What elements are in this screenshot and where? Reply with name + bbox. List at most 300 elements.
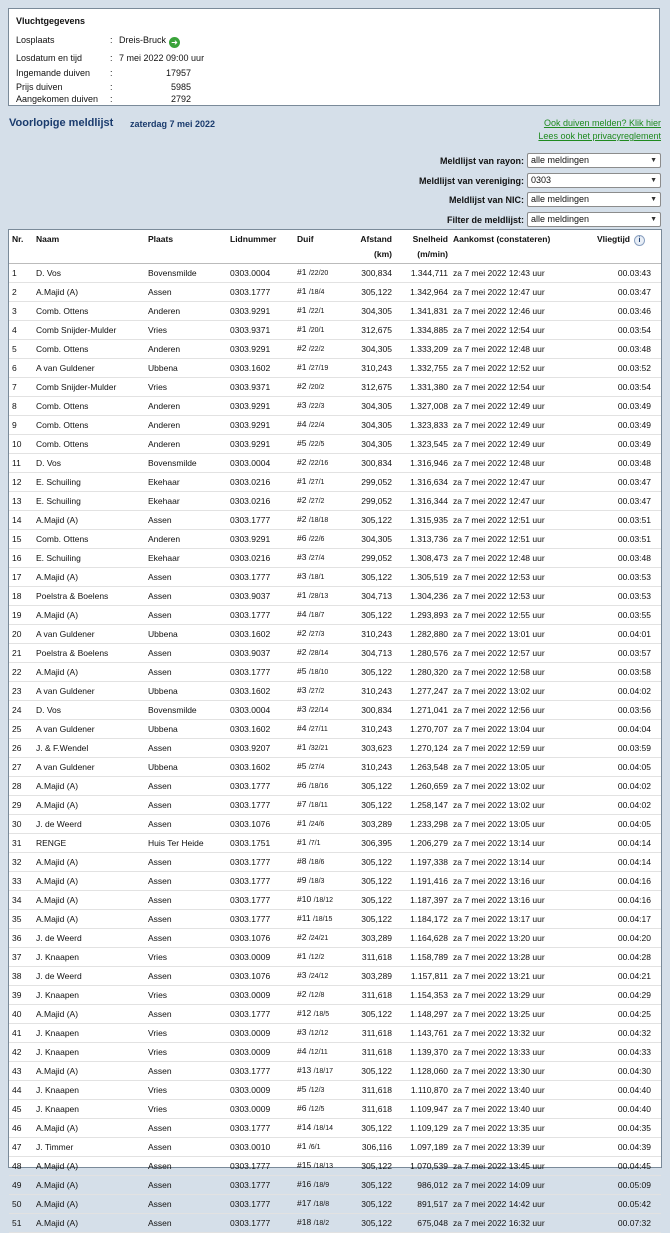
cell-aankomst: za 7 mei 2022 12:48 uur	[450, 454, 584, 473]
cell-afstand: 305,122	[351, 1119, 394, 1138]
cell-duif	[294, 815, 351, 834]
filter-meldlijst	[447, 212, 661, 227]
cell-aankomst: za 7 mei 2022 13:39 uur	[450, 1138, 584, 1157]
duif-series: /18/11	[308, 802, 328, 809]
cell-vliegtijd: 00.04:30	[584, 1062, 661, 1081]
cell-snelheid: 1.110,870	[394, 1081, 450, 1100]
cell-lidnummer: 0303.1602	[227, 682, 294, 701]
table-row	[9, 872, 661, 891]
cell-snelheid: 1.313,736	[394, 530, 450, 549]
cell-plaats: Ekehaar	[145, 549, 227, 568]
cell-plaats: Vries	[145, 321, 227, 340]
meldlijst-filter-select[interactable]	[527, 212, 661, 227]
cell-vliegtijd: 00.03:48	[584, 340, 661, 359]
col-snelheid	[394, 230, 450, 264]
cell-snelheid: 1.260,659	[394, 777, 450, 796]
cell-naam: A.Majid (A)	[33, 568, 145, 587]
filter-label: Meldlijst van rayon:	[439, 155, 524, 166]
duif-series: /12/2	[308, 954, 325, 961]
cell-afstand: 311,618	[351, 1024, 394, 1043]
duif-series: /6/1	[308, 1144, 321, 1151]
cell-nr: 6	[9, 359, 33, 378]
rayon-select[interactable]	[527, 153, 661, 168]
table-row	[9, 321, 661, 340]
table-row	[9, 1024, 661, 1043]
table-row	[9, 1195, 661, 1214]
cell-aankomst: za 7 mei 2022 12:58 uur	[450, 663, 584, 682]
cell-aankomst: za 7 mei 2022 12:47 uur	[450, 283, 584, 302]
cell-snelheid: 1.271,041	[394, 701, 450, 720]
duif-series: /22/2	[308, 346, 325, 353]
info-colon: :	[110, 35, 113, 45]
info-icon[interactable]: i	[634, 235, 645, 246]
duif-series: /18/18	[308, 517, 329, 524]
table-row	[9, 1138, 661, 1157]
select-value: 0303	[531, 175, 552, 185]
cell-snelheid: 1.270,124	[394, 739, 450, 758]
cell-aankomst: za 7 mei 2022 13:17 uur	[450, 910, 584, 929]
cell-vliegtijd: 00.04:21	[584, 967, 661, 986]
cell-aankomst: za 7 mei 2022 12:47 uur	[450, 492, 584, 511]
duif-number: #2	[297, 495, 307, 505]
cell-vliegtijd: 00.03:57	[584, 644, 661, 663]
cell-snelheid: 1.331,380	[394, 378, 450, 397]
cell-duif	[294, 321, 351, 340]
duif-series: /18/10	[308, 669, 329, 676]
cell-snelheid: 1.316,344	[394, 492, 450, 511]
cell-afstand: 300,834	[351, 454, 394, 473]
cell-snelheid: 1.344,711	[394, 264, 450, 283]
duif-number: #2	[297, 381, 307, 391]
table-row	[9, 701, 661, 720]
cell-duif	[294, 359, 351, 378]
cell-aankomst: za 7 mei 2022 13:14 uur	[450, 834, 584, 853]
cell-afstand: 305,122	[351, 606, 394, 625]
cell-aankomst: za 7 mei 2022 12:49 uur	[450, 397, 584, 416]
cell-plaats: Huis Ter Heide	[145, 834, 227, 853]
cell-aankomst: za 7 mei 2022 12:55 uur	[450, 606, 584, 625]
cell-vliegtijd: 00.03:54	[584, 378, 661, 397]
duif-series: /18/17	[313, 1068, 334, 1075]
cell-plaats: Assen	[145, 568, 227, 587]
cell-vliegtijd: 00.03:49	[584, 435, 661, 454]
cell-lidnummer: 0303.9371	[227, 378, 294, 397]
cell-nr: 44	[9, 1081, 33, 1100]
info-label: Prijs duiven	[16, 82, 63, 92]
cell-vliegtijd: 00.03:47	[584, 492, 661, 511]
cell-vliegtijd: 00.04:16	[584, 891, 661, 910]
afstand-unit: (km)	[374, 249, 392, 259]
table-row	[9, 967, 661, 986]
duif-number: #12	[297, 1008, 312, 1018]
cell-nr: 12	[9, 473, 33, 492]
cell-snelheid: 1.323,545	[394, 435, 450, 454]
cell-nr: 15	[9, 530, 33, 549]
cell-snelheid: 1.197,338	[394, 853, 450, 872]
cell-naam: E. Schuiling	[33, 473, 145, 492]
cell-naam: A.Majid (A)	[33, 1214, 145, 1233]
cell-snelheid: 891,517	[394, 1195, 450, 1214]
table-row	[9, 283, 661, 302]
cell-naam: A.Majid (A)	[33, 891, 145, 910]
cell-plaats: Vries	[145, 378, 227, 397]
cell-duif	[294, 701, 351, 720]
cell-afstand: 304,305	[351, 435, 394, 454]
cell-duif	[294, 872, 351, 891]
cell-snelheid: 1.109,947	[394, 1100, 450, 1119]
cell-aankomst: za 7 mei 2022 13:35 uur	[450, 1119, 584, 1138]
cell-plaats: Bovensmilde	[145, 454, 227, 473]
col-plaats: Plaats	[145, 230, 227, 264]
cell-snelheid: 1.293,893	[394, 606, 450, 625]
cell-naam: A.Majid (A)	[33, 283, 145, 302]
cell-aankomst: za 7 mei 2022 13:29 uur	[450, 986, 584, 1005]
cell-duif	[294, 549, 351, 568]
cell-vliegtijd: 00.04:32	[584, 1024, 661, 1043]
cell-lidnummer: 0303.1777	[227, 511, 294, 530]
cell-plaats: Assen	[145, 796, 227, 815]
table-row	[9, 530, 661, 549]
table-row	[9, 416, 661, 435]
cell-aankomst: za 7 mei 2022 13:16 uur	[450, 872, 584, 891]
cell-afstand: 305,122	[351, 1062, 394, 1081]
cell-plaats: Assen	[145, 910, 227, 929]
cell-plaats: Assen	[145, 1176, 227, 1195]
cell-lidnummer: 0303.0216	[227, 549, 294, 568]
cell-duif	[294, 948, 351, 967]
cell-plaats: Assen	[145, 1157, 227, 1176]
cell-snelheid: 1.341,831	[394, 302, 450, 321]
table-row	[9, 1005, 661, 1024]
cell-plaats: Bovensmilde	[145, 264, 227, 283]
cell-aankomst: za 7 mei 2022 12:48 uur	[450, 340, 584, 359]
cell-nr: 26	[9, 739, 33, 758]
cell-nr: 16	[9, 549, 33, 568]
cell-duif	[294, 1100, 351, 1119]
cell-plaats: Assen	[145, 606, 227, 625]
cell-vliegtijd: 00.04:05	[584, 815, 661, 834]
cell-naam: J. de Weerd	[33, 967, 145, 986]
cell-afstand: 310,243	[351, 625, 394, 644]
cell-afstand: 305,122	[351, 511, 394, 530]
cell-snelheid: 1.191,416	[394, 872, 450, 891]
info-label: Losdatum en tijd	[16, 53, 83, 63]
go-arrow-icon[interactable]: ➜	[169, 37, 180, 48]
duif-series: /22/6	[308, 536, 325, 543]
cell-duif	[294, 435, 351, 454]
cell-aankomst: za 7 mei 2022 12:47 uur	[450, 473, 584, 492]
table-row	[9, 644, 661, 663]
cell-nr: 37	[9, 948, 33, 967]
duif-number: #2	[297, 647, 307, 657]
duif-number: #1	[297, 476, 307, 486]
duif-number: #2	[297, 932, 307, 942]
duif-number: #1	[297, 742, 307, 752]
info-label: Losplaats	[16, 35, 55, 45]
cell-plaats: Vries	[145, 1100, 227, 1119]
cell-lidnummer: 0303.0004	[227, 701, 294, 720]
cell-vliegtijd: 00.03:59	[584, 739, 661, 758]
cell-duif	[294, 720, 351, 739]
cell-nr: 20	[9, 625, 33, 644]
select-value: alle meldingen	[531, 214, 590, 224]
table-row	[9, 1100, 661, 1119]
cell-nr: 35	[9, 910, 33, 929]
cell-nr: 10	[9, 435, 33, 454]
cell-plaats: Ubbena	[145, 625, 227, 644]
cell-duif	[294, 663, 351, 682]
cell-snelheid: 986,012	[394, 1176, 450, 1195]
cell-duif	[294, 739, 351, 758]
cell-aankomst: za 7 mei 2022 12:49 uur	[450, 416, 584, 435]
cell-afstand: 305,122	[351, 663, 394, 682]
info-value: 2792	[170, 94, 191, 104]
info-value: 7 mei 2022 09:00 uur	[119, 53, 205, 63]
table-row	[9, 796, 661, 815]
cell-plaats: Assen	[145, 929, 227, 948]
info-label: Ingemande duiven	[16, 68, 91, 78]
cell-nr: 39	[9, 986, 33, 1005]
info-row-ingemande	[16, 67, 656, 80]
duif-series: /20/2	[308, 384, 325, 391]
duif-number: #9	[297, 875, 307, 885]
filter-rayon	[440, 153, 661, 168]
cell-lidnummer: 0303.9291	[227, 397, 294, 416]
cell-lidnummer: 0303.1777	[227, 1195, 294, 1214]
privacy-link[interactable]: Lees ook het privacyreglement	[538, 131, 661, 141]
cell-naam: A.Majid (A)	[33, 663, 145, 682]
cell-naam: Comb. Ottens	[33, 435, 145, 454]
cell-snelheid: 1.184,172	[394, 910, 450, 929]
cell-lidnummer: 0303.1777	[227, 663, 294, 682]
cell-lidnummer: 0303.0004	[227, 264, 294, 283]
cell-plaats: Vries	[145, 1024, 227, 1043]
vereniging-select[interactable]	[527, 173, 661, 188]
cell-lidnummer: 0303.1602	[227, 359, 294, 378]
cell-vliegtijd: 00.03:56	[584, 701, 661, 720]
cell-lidnummer: 0303.0009	[227, 1081, 294, 1100]
cell-duif	[294, 758, 351, 777]
cell-aankomst: za 7 mei 2022 12:59 uur	[450, 739, 584, 758]
cell-snelheid: 1.187,397	[394, 891, 450, 910]
duif-series: /12/3	[308, 1087, 325, 1094]
duif-number: #3	[297, 704, 307, 714]
cell-naam: Poelstra & Boelens	[33, 587, 145, 606]
cell-vliegtijd: 00.04:40	[584, 1081, 661, 1100]
cell-nr: 51	[9, 1214, 33, 1233]
cell-plaats: Ekehaar	[145, 473, 227, 492]
cell-aankomst: za 7 mei 2022 13:40 uur	[450, 1081, 584, 1100]
cell-vliegtijd: 00.04:16	[584, 872, 661, 891]
cell-duif	[294, 397, 351, 416]
cell-aankomst: za 7 mei 2022 13:28 uur	[450, 948, 584, 967]
page-subtitle-date: zaterdag 7 mei 2022	[130, 119, 216, 129]
cell-plaats: Assen	[145, 663, 227, 682]
cell-lidnummer: 0303.1076	[227, 929, 294, 948]
duif-number: #4	[297, 723, 307, 733]
cell-snelheid: 1.342,964	[394, 283, 450, 302]
duif-number: #5	[297, 438, 307, 448]
cell-plaats: Ubbena	[145, 758, 227, 777]
cell-snelheid: 1.334,885	[394, 321, 450, 340]
cell-afstand: 304,713	[351, 644, 394, 663]
duif-number: #17	[297, 1198, 312, 1208]
cell-nr: 42	[9, 1043, 33, 1062]
duif-series: /18/9	[313, 1182, 330, 1189]
cell-afstand: 305,122	[351, 891, 394, 910]
results-table	[9, 230, 661, 1233]
cell-plaats: Assen	[145, 1005, 227, 1024]
cell-naam: Comb. Ottens	[33, 416, 145, 435]
cell-plaats: Ubbena	[145, 720, 227, 739]
table-row	[9, 264, 661, 283]
duif-number: #7	[297, 799, 307, 809]
cell-naam: A.Majid (A)	[33, 1195, 145, 1214]
duif-series: /22/3	[308, 403, 325, 410]
cell-aankomst: za 7 mei 2022 13:30 uur	[450, 1062, 584, 1081]
duif-number: #1	[297, 590, 307, 600]
cell-duif	[294, 302, 351, 321]
duif-number: #1	[297, 286, 307, 296]
duif-number: #4	[297, 419, 307, 429]
cell-nr: 46	[9, 1119, 33, 1138]
cell-duif	[294, 530, 351, 549]
cell-vliegtijd: 00.04:45	[584, 1157, 661, 1176]
cell-naam: J. Knaapen	[33, 1043, 145, 1062]
duif-series: /22/1	[308, 308, 325, 315]
cell-naam: A van Guldener	[33, 682, 145, 701]
cell-lidnummer: 0303.1777	[227, 1176, 294, 1195]
cell-aankomst: za 7 mei 2022 13:02 uur	[450, 682, 584, 701]
info-value	[119, 34, 180, 47]
duif-number: #6	[297, 533, 307, 543]
cell-afstand: 305,122	[351, 910, 394, 929]
cell-naam: D. Vos	[33, 454, 145, 473]
cell-nr: 25	[9, 720, 33, 739]
duif-series: /27/2	[308, 498, 325, 505]
cell-afstand: 305,122	[351, 796, 394, 815]
duif-series: /12/8	[308, 992, 325, 999]
cell-duif	[294, 967, 351, 986]
flight-info-panel	[8, 8, 660, 106]
cell-naam: J. Knaapen	[33, 1081, 145, 1100]
cell-lidnummer: 0303.1751	[227, 834, 294, 853]
duif-series: /18/8	[313, 1201, 330, 1208]
cell-afstand: 311,618	[351, 1100, 394, 1119]
cell-lidnummer: 0303.9037	[227, 644, 294, 663]
cell-afstand: 299,052	[351, 492, 394, 511]
cell-aankomst: za 7 mei 2022 13:01 uur	[450, 625, 584, 644]
cell-duif	[294, 1138, 351, 1157]
duif-number: #16	[297, 1179, 312, 1189]
duif-series: /18/13	[313, 1163, 334, 1170]
cell-duif	[294, 1005, 351, 1024]
cell-nr: 2	[9, 283, 33, 302]
cell-afstand: 304,305	[351, 530, 394, 549]
duif-number: #2	[297, 628, 307, 638]
duif-number: #1	[297, 324, 307, 334]
table-row	[9, 1157, 661, 1176]
cell-plaats: Vries	[145, 948, 227, 967]
cell-afstand: 303,289	[351, 929, 394, 948]
cell-vliegtijd: 00.03:55	[584, 606, 661, 625]
nic-select[interactable]	[527, 192, 661, 207]
duif-series: /20/1	[308, 327, 325, 334]
cell-afstand: 304,713	[351, 587, 394, 606]
table-row	[9, 625, 661, 644]
cell-plaats: Assen	[145, 1195, 227, 1214]
report-pigeons-link[interactable]: Ook duiven melden? Klik hier	[543, 118, 661, 128]
cell-nr: 50	[9, 1195, 33, 1214]
duif-series: /18/2	[313, 1220, 330, 1227]
info-colon: :	[110, 94, 113, 104]
col-aankomst: Aankomst (constateren)	[450, 230, 584, 264]
cell-aankomst: za 7 mei 2022 12:48 uur	[450, 549, 584, 568]
table-row	[9, 587, 661, 606]
cell-aankomst: za 7 mei 2022 13:40 uur	[450, 1100, 584, 1119]
cell-snelheid: 1.327,008	[394, 397, 450, 416]
cell-snelheid: 1.315,935	[394, 511, 450, 530]
cell-lidnummer: 0303.0010	[227, 1138, 294, 1157]
cell-nr: 22	[9, 663, 33, 682]
duif-number: #3	[297, 552, 307, 562]
duif-series: /22/16	[308, 460, 329, 467]
cell-aankomst: za 7 mei 2022 12:51 uur	[450, 530, 584, 549]
duif-number: #11	[297, 913, 311, 923]
table-row	[9, 454, 661, 473]
duif-series: /7/1	[308, 840, 321, 847]
cell-vliegtijd: 00.03:53	[584, 568, 661, 587]
losplaats-value: Dreis-Bruck	[119, 35, 167, 45]
cell-aankomst: za 7 mei 2022 12:56 uur	[450, 701, 584, 720]
cell-afstand: 299,052	[351, 549, 394, 568]
cell-afstand: 305,122	[351, 1176, 394, 1195]
duif-number: #4	[297, 1046, 307, 1056]
cell-aankomst: za 7 mei 2022 12:46 uur	[450, 302, 584, 321]
cell-snelheid: 1.128,060	[394, 1062, 450, 1081]
cell-vliegtijd: 00.04:02	[584, 796, 661, 815]
cell-nr: 13	[9, 492, 33, 511]
cell-naam: A.Majid (A)	[33, 1062, 145, 1081]
duif-series: /27/11	[308, 726, 328, 733]
cell-vliegtijd: 00.04:04	[584, 720, 661, 739]
cell-plaats: Anderen	[145, 416, 227, 435]
cell-aankomst: za 7 mei 2022 12:49 uur	[450, 435, 584, 454]
duif-series: /24/6	[308, 821, 325, 828]
duif-number: #18	[297, 1217, 312, 1227]
duif-number: #1	[297, 1141, 307, 1151]
cell-afstand: 305,122	[351, 872, 394, 891]
duif-series: /12/11	[308, 1049, 328, 1056]
cell-nr: 47	[9, 1138, 33, 1157]
table-row	[9, 378, 661, 397]
cell-naam: A van Guldener	[33, 758, 145, 777]
cell-lidnummer: 0303.9037	[227, 587, 294, 606]
cell-afstand: 304,305	[351, 340, 394, 359]
cell-nr: 14	[9, 511, 33, 530]
cell-vliegtijd: 00.03:58	[584, 663, 661, 682]
info-colon: :	[110, 68, 113, 78]
cell-snelheid: 1.258,147	[394, 796, 450, 815]
cell-afstand: 305,122	[351, 1157, 394, 1176]
cell-naam: A.Majid (A)	[33, 853, 145, 872]
cell-naam: A.Majid (A)	[33, 606, 145, 625]
cell-aankomst: za 7 mei 2022 12:52 uur	[450, 359, 584, 378]
duif-series: /27/19	[308, 365, 329, 372]
table-row	[9, 340, 661, 359]
cell-snelheid: 1.139,370	[394, 1043, 450, 1062]
cell-plaats: Anderen	[145, 530, 227, 549]
